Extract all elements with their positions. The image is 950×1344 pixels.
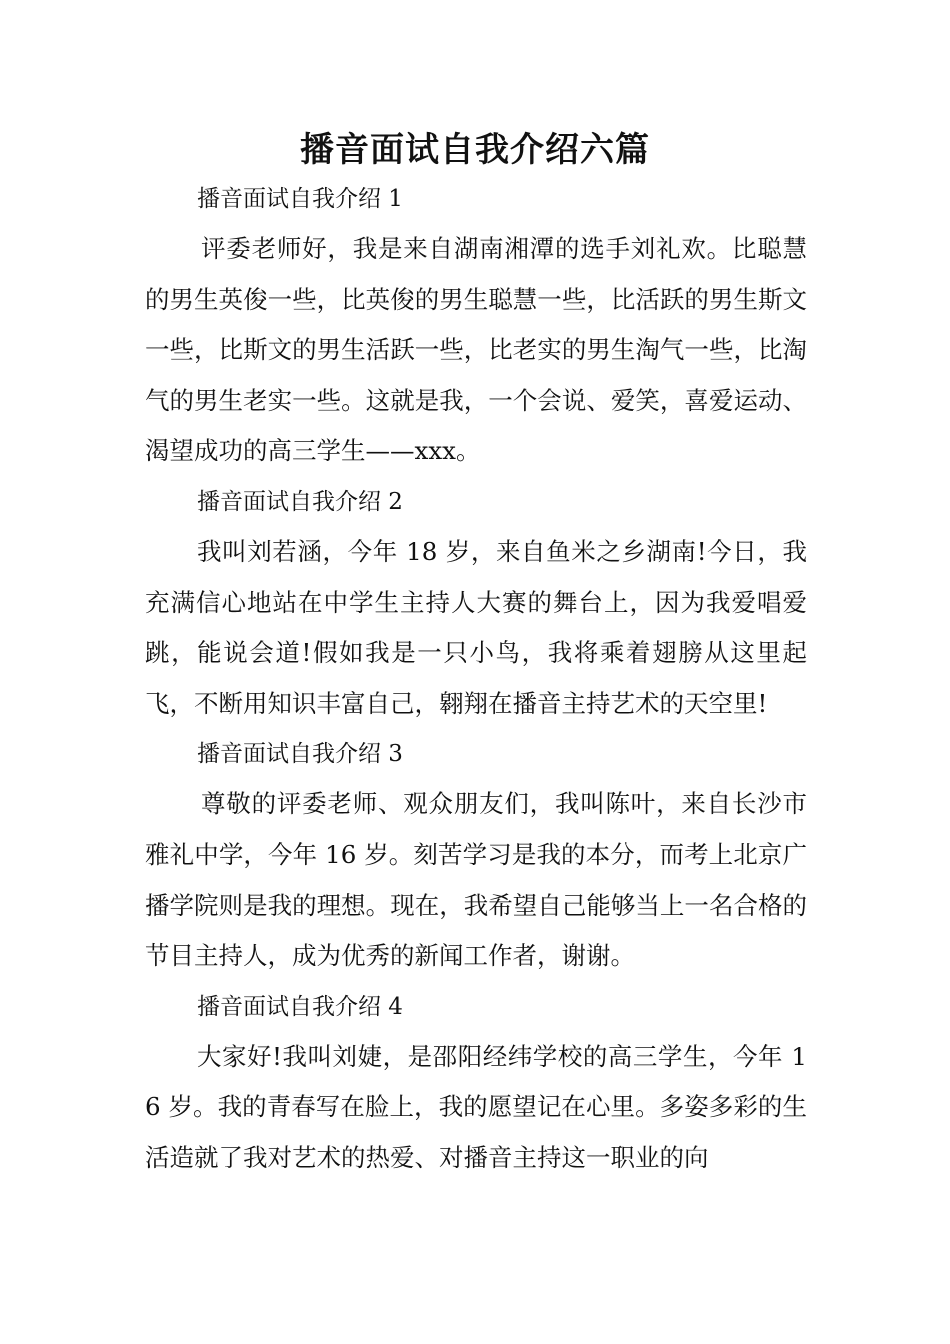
section-4 (145, 982, 807, 1184)
section-paragraph: 大家好!我叫刘婕，是邵阳经纬学校的高三学生，今年 16 岁。我的青春写在脸上，我的愿望记在心里。多姿多彩的生活造就了我对艺术的热爱、对播音主持这一职业的向 (145, 1041, 807, 1172)
section-paragraph: 我叫刘若涵，今年 18 岁，来自鱼米之乡湖南!今日，我充满信心地站在中学生主持人大赛的舞台上，因为我爱唱爱跳，能说会道!假如我是一只小鸟，我将乘着翅膀从这里起飞，不断用知识丰富自己，翱翔在播音主持艺术的天空里! (145, 536, 807, 718)
section-heading: 播音面试自我介绍 1 (197, 186, 403, 212)
document-title: 播音面试自我介绍六篇 (300, 130, 650, 170)
section-paragraph: 评委老师好，我是来自湖南湘潭的选手刘礼欢。比聪慧的男生英俊一些，比英俊的男生聪慧一些，比活跃的男生斯文一些，比斯文的男生活跃一些，比老实的男生淘气一些，比淘气的男生老实一些。这就是我，一个会说、爱笑，喜爱运动、渴望成功的高三学生——xxx。 (145, 234, 807, 466)
section-heading: 播音面试自我介绍 2 (197, 488, 403, 515)
section-heading: 播音面试自我介绍 4 (197, 993, 403, 1020)
section-2 (145, 477, 807, 729)
document-body (145, 174, 807, 1184)
section-heading: 播音面试自我介绍 3 (197, 741, 403, 768)
section-paragraph: 尊敬的评委老师、观众朋友们，我叫陈叶，来自长沙市雅礼中学，今年 16 岁。刻苦学习是我的本分，而考上北京广播学院则是我的理想。现在，我希望自己能够当上一名合格的节目主持人，成为优秀的新闻工作者，谢谢。 (145, 789, 807, 971)
section-3 (145, 729, 807, 981)
section-1 (145, 174, 807, 477)
